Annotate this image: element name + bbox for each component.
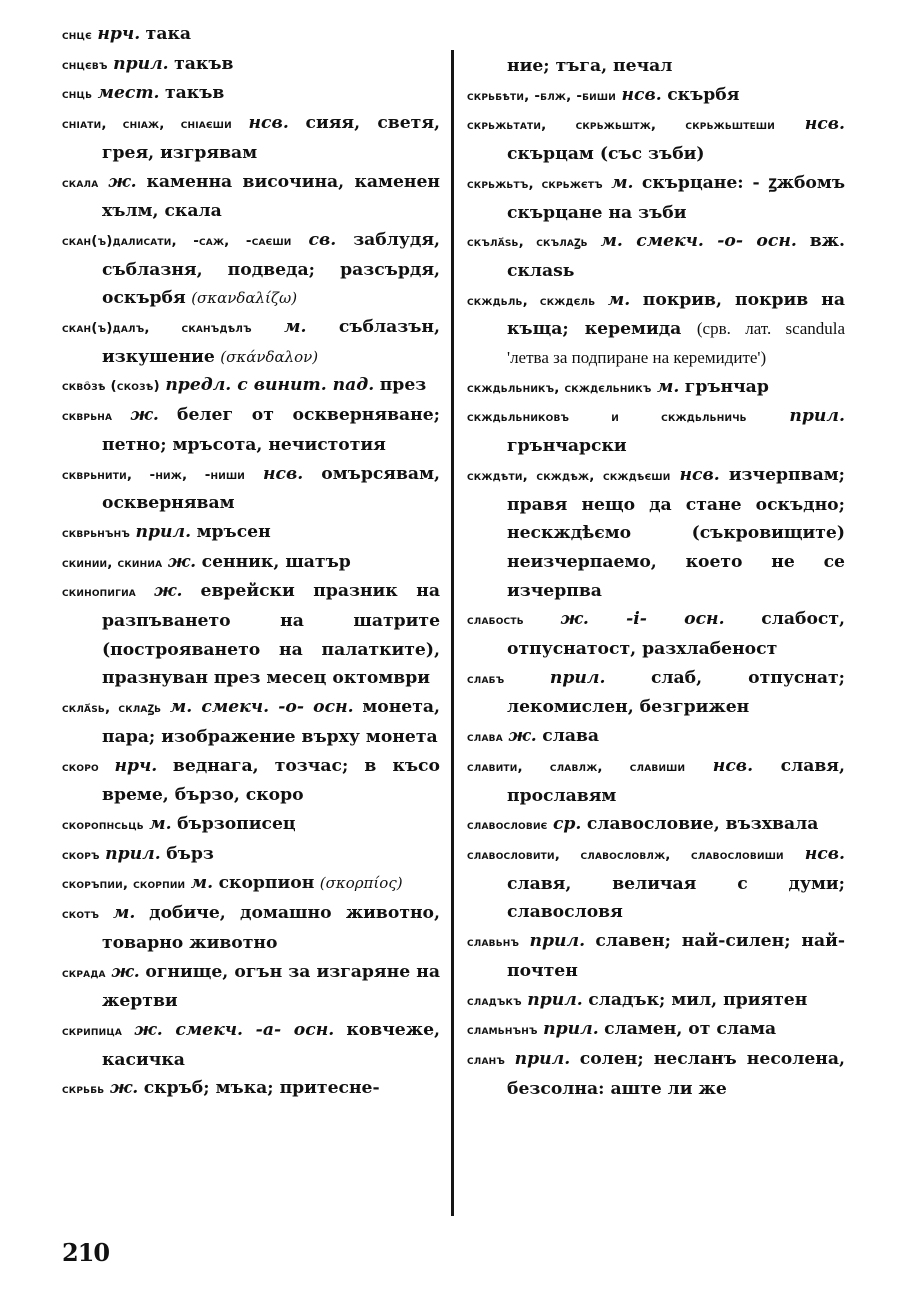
entry (62, 869, 440, 899)
definition: сияя, светя, грея, изгрявам (102, 113, 440, 163)
grammar-label: прил. (514, 1048, 571, 1069)
etymology-note: (срв. лат. scandula 'летва за подпиране на керемидите') (507, 319, 846, 368)
entry (62, 810, 440, 840)
definition: скърцам (със зъби) (507, 144, 705, 165)
grammar-label: прил. (529, 931, 586, 952)
right-column (467, 52, 845, 1103)
grammar-label: ж. (111, 961, 140, 982)
entry (467, 722, 845, 752)
entry (467, 840, 845, 927)
headword: скрьжьтати, скрьжьштж, скрьжьштеши (467, 117, 775, 134)
definition: слаб, отпуснат; лекомислен, безгрижен (507, 667, 846, 718)
entry (467, 81, 845, 111)
definition: ковчеже, касичка (102, 1019, 440, 1070)
definition: заблудя, съблазня, подведа; разсърдя, оскърбя (102, 229, 441, 309)
entry (467, 402, 845, 460)
entry (62, 50, 440, 80)
headword: скоро (62, 758, 99, 775)
entry (62, 401, 440, 459)
definition: скърцане: - ꙁжбомъ скърцане на зъби (507, 172, 846, 223)
grammar-label: нсв. (804, 843, 845, 864)
entry (62, 1016, 440, 1074)
grammar-label: прил. (113, 53, 169, 74)
grammar-label: ж. -i- осн. (560, 609, 725, 630)
grammar-label: прил. (527, 989, 583, 1010)
definition: славословие, възхвала (586, 814, 819, 835)
grammar-label: м. (190, 873, 214, 894)
headword: скво҄зѣ (скозѣ) (62, 378, 160, 395)
entry (62, 548, 440, 578)
definition: през (379, 375, 427, 396)
headword: скрьбь (62, 1081, 105, 1098)
grammar-label: нсв. (248, 113, 289, 134)
definition: омърсявам, осквернявам (102, 463, 440, 514)
definition: веднага, тозчас; в късо време, бързо, скоро (102, 755, 440, 806)
grammar-label: ж. (167, 551, 197, 572)
headword: снцєвъ (62, 56, 108, 73)
headword: скъла҃ѕь, скълаꙁь (467, 234, 588, 251)
definition: изчерпвам; правя нещо да стане оскъдно; нескждѣємо (съкровищите) неизчерпаемо, което не се изчерпва (507, 464, 845, 601)
headword: слабость (467, 612, 524, 629)
grammar-label: ж. (508, 726, 537, 747)
grammar-label: св. (308, 229, 337, 250)
entry (62, 371, 440, 401)
headword: скврьнити, -ниж, -ниши (62, 466, 246, 483)
headword: славословиє (467, 817, 548, 834)
grammar-label: м. смекч. -о- осн. (169, 697, 354, 718)
headword: скан(ъ)далисати, -саж, -саєши (62, 232, 292, 249)
headword: славословити, славословлж, славословиши (467, 846, 784, 863)
headword: скла҃ѕь, склаꙁь (62, 700, 162, 717)
definition: добиче, домашно животно, товарно животно (102, 903, 441, 953)
headword: скврьнънъ (62, 524, 131, 541)
entry (467, 169, 845, 227)
entry (62, 168, 440, 226)
entry (467, 461, 845, 606)
entry (62, 1074, 440, 1104)
entry (467, 1045, 845, 1103)
entry (62, 518, 440, 548)
grammar-label: м. (149, 813, 172, 834)
entry (62, 20, 440, 50)
grammar-label: прил. (135, 521, 192, 542)
headword: славити, славлж, славиши (467, 758, 686, 775)
headword: слава (467, 729, 503, 746)
entry (467, 110, 845, 168)
definition: такъв (165, 83, 225, 104)
definition: славя, прославям (507, 755, 845, 806)
definition: солен; несланъ несолена, безсолна: аште ли же (507, 1048, 846, 1099)
headword: скрипица (62, 1022, 123, 1039)
grammar-label: прил. (105, 843, 161, 864)
entry (62, 109, 440, 167)
grammar-label: м. (656, 376, 680, 397)
headword: скотъ (62, 906, 100, 923)
headword: сніати, сніаж, сніаєши (62, 116, 232, 133)
grammar-label: нрч. (114, 755, 158, 776)
headword: сламьнънъ (467, 1022, 538, 1039)
grammar-label: м. смекч. -о- осн. (600, 231, 797, 252)
definition: еврейски празник на разпъването на шатрите (построяването на палатките), празнуван през месец октомври (102, 581, 440, 689)
headword: скждьльникъ, скждєльникъ (467, 379, 652, 396)
headword: снць (62, 86, 93, 103)
definition: грънчарски (507, 436, 627, 457)
grammar-label: ж. (109, 1078, 139, 1099)
definition: покрив, покрив на къща; керемида (507, 289, 846, 340)
grammar-label: предл. с винит. пад. (165, 375, 375, 396)
headword: скждьль, скждєль (467, 292, 596, 309)
grammar-label: ж. смекч. -а- осн. (134, 1019, 335, 1040)
entry (62, 226, 440, 313)
definition: скръб; мъка; притесне- (143, 1078, 380, 1099)
entry (62, 752, 440, 810)
grammar-label: прил. (789, 406, 845, 427)
headword: скврьна (62, 408, 113, 425)
headword: сладъкъ (467, 992, 522, 1009)
entry (467, 986, 845, 1016)
entry (62, 460, 440, 518)
headword: скоръпии, скорпии (62, 876, 186, 893)
definition: славя, величая с думи; славословя (507, 873, 845, 923)
grammar-label: нсв. (263, 463, 304, 484)
greek-etymology: (σκανδαλίζω) (191, 289, 298, 308)
definition: сенник, шатър (201, 551, 351, 572)
definition: монета, пара; изображение върху монета (102, 697, 441, 747)
definition: ние; тъга, печал (507, 56, 673, 76)
grammar-label: м. (113, 903, 136, 924)
definition: каменна височина, каменен хълм, скала (102, 171, 441, 222)
definition: така (145, 24, 192, 44)
grammar-label: мест. (97, 83, 160, 104)
entry (467, 227, 845, 285)
greek-etymology: (σκορπίος) (319, 874, 403, 893)
entry (467, 1015, 845, 1045)
definition: вж. склаѕь (507, 231, 845, 281)
headword: сланъ (467, 1051, 506, 1068)
headword: снцє (62, 27, 92, 43)
column-divider (451, 50, 454, 1216)
definition: слабост, отпуснатост, разхлабеност (507, 609, 846, 660)
definition: бърз (166, 843, 214, 864)
entry (62, 577, 440, 693)
headword: скан(ъ)далъ, сканъдѣлъ (62, 320, 252, 337)
definition: скърбя (667, 84, 740, 105)
entry (467, 927, 845, 985)
entry (62, 958, 440, 1016)
grammar-label: ж. (154, 581, 183, 602)
entry (62, 840, 440, 870)
definition: славен; най-силен; най-почтен (507, 931, 845, 981)
grammar-label: нсв. (804, 114, 845, 135)
entry (467, 664, 845, 722)
entry (467, 752, 845, 810)
grammar-label: м. (284, 317, 307, 338)
definition: сламен, от слама (604, 1019, 777, 1040)
definition: белег от оскверняване; петно; мръсота, нечистотия (102, 405, 441, 455)
headword: скинопигиа (62, 584, 136, 601)
definition: слава (542, 726, 600, 747)
definition: такъв (174, 53, 234, 74)
headword: скждѣти, скждѣж, скждѣєши (467, 467, 671, 484)
headword: скоръ (62, 846, 100, 863)
grammar-label: нсв. (621, 84, 662, 105)
entry (62, 79, 440, 109)
grammar-label: нсв. (712, 755, 754, 776)
entry (62, 313, 440, 371)
definition: грънчар (684, 376, 769, 397)
grammar-label: прил. (543, 1019, 599, 1040)
definition: съблазън, изкушение (102, 317, 440, 367)
headword: скрада (62, 964, 106, 981)
grammar-label: ж. (108, 171, 137, 192)
headword: скала (62, 174, 99, 191)
entry (467, 373, 845, 403)
headword: слабъ (467, 670, 505, 687)
entry (467, 286, 845, 373)
grammar-label: нсв. (679, 464, 720, 485)
definition: скорпион (218, 873, 315, 894)
entry (62, 899, 440, 957)
headword: скрьбѣти, -блж, -биши (467, 87, 616, 104)
greek-etymology: (σκάνδαλον) (220, 347, 319, 366)
headword: славьнъ (467, 934, 520, 951)
entry (467, 605, 845, 663)
headword: скрьжьтъ, скрьжєтъ (467, 175, 603, 192)
grammar-label: м. (607, 289, 631, 310)
grammar-label: ж. (130, 405, 159, 426)
headword: скждьльниковъ и скждьльничь (467, 409, 747, 426)
grammar-label: м. (611, 172, 634, 193)
headword: скинии, скиниа (62, 554, 163, 571)
entry (62, 693, 440, 751)
entry (467, 810, 845, 840)
headword: скоропнсьць (62, 816, 144, 833)
entry-continuation (467, 52, 845, 81)
definition: бързописец (177, 813, 296, 834)
grammar-label: ср. (552, 814, 582, 835)
left-column (62, 20, 440, 1104)
definition: мръсен (196, 521, 271, 542)
definition: огнище, огън за изгаряне на жертви (102, 961, 440, 1012)
page-number: 210 (62, 1238, 110, 1267)
grammar-label: прил. (549, 667, 606, 688)
grammar-label: нрч. (97, 24, 141, 44)
definition: сладък; мил, приятен (588, 989, 808, 1010)
